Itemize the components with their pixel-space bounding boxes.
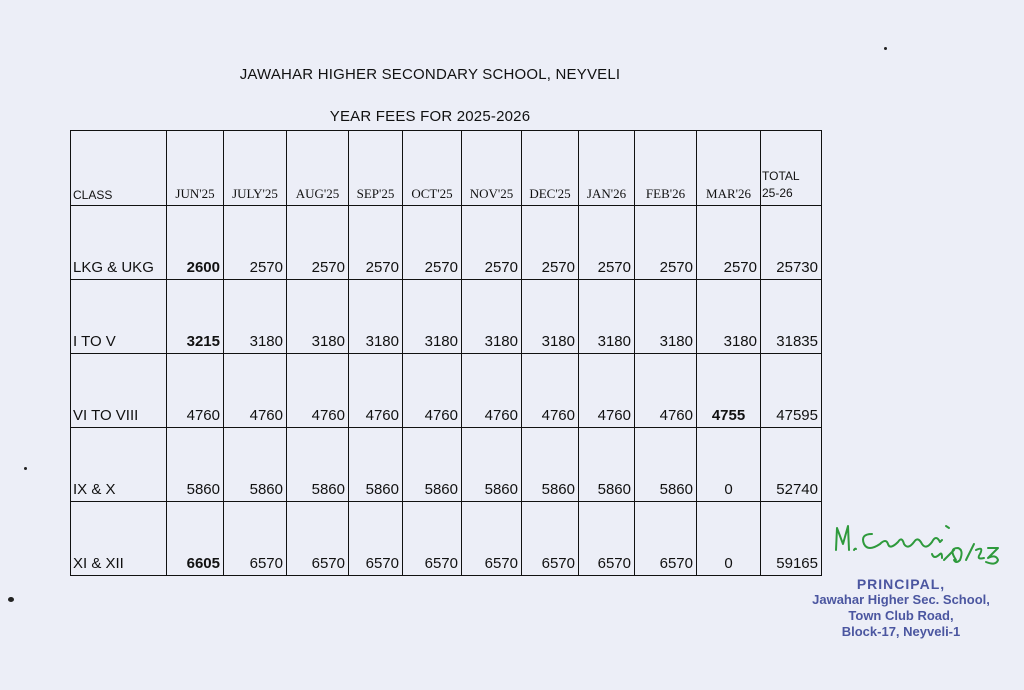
fee-cell: 2600 <box>167 206 224 280</box>
fee-cell: 5860 <box>579 428 635 502</box>
month-header: DEC'25 <box>522 131 579 206</box>
fee-cell: 2570 <box>522 206 579 280</box>
month-header: JAN'26 <box>579 131 635 206</box>
class-cell: XI & XII <box>71 502 167 576</box>
month-header: FEB'26 <box>635 131 697 206</box>
fee-cell: 5860 <box>287 428 349 502</box>
fee-cell: 3180 <box>579 280 635 354</box>
table-row <box>71 280 822 354</box>
scan-speck <box>24 467 27 470</box>
month-header: JULY'25 <box>224 131 287 206</box>
fee-cell: 2570 <box>579 206 635 280</box>
fee-cell: 6570 <box>287 502 349 576</box>
total-header-line1: TOTAL <box>762 169 800 183</box>
fee-cell: 3180 <box>697 280 761 354</box>
fee-cell: 6570 <box>224 502 287 576</box>
month-header: SEP'25 <box>349 131 403 206</box>
total-cell: 52740 <box>761 428 822 502</box>
stamp-line: Block-17, Neyveli-1 <box>841 624 961 639</box>
fee-cell: 6570 <box>522 502 579 576</box>
fee-cell: 4760 <box>287 354 349 428</box>
table-row <box>71 206 822 280</box>
fee-cell: 6570 <box>462 502 522 576</box>
class-header: CLASS <box>71 131 167 206</box>
class-cell: I TO V <box>71 280 167 354</box>
fee-title: YEAR FEES FOR 2025-2026 <box>329 108 531 125</box>
fee-cell: 5860 <box>522 428 579 502</box>
fee-cell: 5860 <box>403 428 462 502</box>
class-cell: VI TO VIII <box>71 354 167 428</box>
fee-cell: 4760 <box>579 354 635 428</box>
fee-cell: 2570 <box>635 206 697 280</box>
month-header: MAR'26 <box>697 131 761 206</box>
fee-cell: 3180 <box>403 280 462 354</box>
fee-cell: 3180 <box>287 280 349 354</box>
fee-cell: 4760 <box>462 354 522 428</box>
total-header <box>761 131 822 206</box>
total-cell: 25730 <box>761 206 822 280</box>
fee-table <box>70 130 822 576</box>
fee-cell: 5860 <box>635 428 697 502</box>
table-header-row <box>71 131 822 206</box>
table-row <box>71 354 822 428</box>
month-header: OCT'25 <box>403 131 462 206</box>
principal-signature <box>828 520 1018 582</box>
fee-cell: 5860 <box>224 428 287 502</box>
fee-cell: 4760 <box>224 354 287 428</box>
fee-cell: 5860 <box>349 428 403 502</box>
fee-cell: 4760 <box>403 354 462 428</box>
month-header: NOV'25 <box>462 131 522 206</box>
fee-cell: 4760 <box>349 354 403 428</box>
fee-cell: 4760 <box>167 354 224 428</box>
fee-cell: 3180 <box>635 280 697 354</box>
school-title: JAWAHAR HIGHER SECONDARY SCHOOL, NEYVELI <box>239 66 621 83</box>
fee-cell: 3180 <box>462 280 522 354</box>
fee-cell: 2570 <box>462 206 522 280</box>
fee-cell: 6570 <box>579 502 635 576</box>
fee-cell: 6570 <box>635 502 697 576</box>
scan-speck <box>884 47 887 50</box>
month-header: JUN'25 <box>167 131 224 206</box>
class-cell: IX & X <box>71 428 167 502</box>
fee-cell: 5860 <box>462 428 522 502</box>
fee-cell: 3180 <box>349 280 403 354</box>
fee-cell: 4755 <box>697 354 761 428</box>
class-cell: LKG & UKG <box>71 206 167 280</box>
stamp-line: Town Club Road, <box>848 608 954 623</box>
fee-cell: 5860 <box>167 428 224 502</box>
fee-cell: 2570 <box>403 206 462 280</box>
table-row <box>71 428 822 502</box>
fee-cell: 6570 <box>403 502 462 576</box>
fee-cell: 3215 <box>167 280 224 354</box>
fee-cell: 6570 <box>349 502 403 576</box>
fee-cell: 0 <box>697 502 761 576</box>
fee-cell: 0 <box>697 428 761 502</box>
fee-cell: 2570 <box>697 206 761 280</box>
fee-cell: 4760 <box>522 354 579 428</box>
total-cell: 31835 <box>761 280 822 354</box>
fee-cell: 3180 <box>224 280 287 354</box>
total-cell: 59165 <box>761 502 822 576</box>
total-header-line2: 25-26 <box>762 186 793 200</box>
fee-cell: 3180 <box>522 280 579 354</box>
month-header: AUG'25 <box>287 131 349 206</box>
scan-speck <box>8 597 14 602</box>
fee-cell: 4760 <box>635 354 697 428</box>
fee-cell: 2570 <box>224 206 287 280</box>
stamp-title: PRINCIPAL, <box>856 576 946 592</box>
fee-cell: 2570 <box>287 206 349 280</box>
total-cell: 47595 <box>761 354 822 428</box>
principal-stamp <box>786 576 1016 640</box>
fee-cell: 6605 <box>167 502 224 576</box>
table-row <box>71 502 822 576</box>
stamp-line: Jawahar Higher Sec. School, <box>812 592 990 607</box>
fee-cell: 2570 <box>349 206 403 280</box>
